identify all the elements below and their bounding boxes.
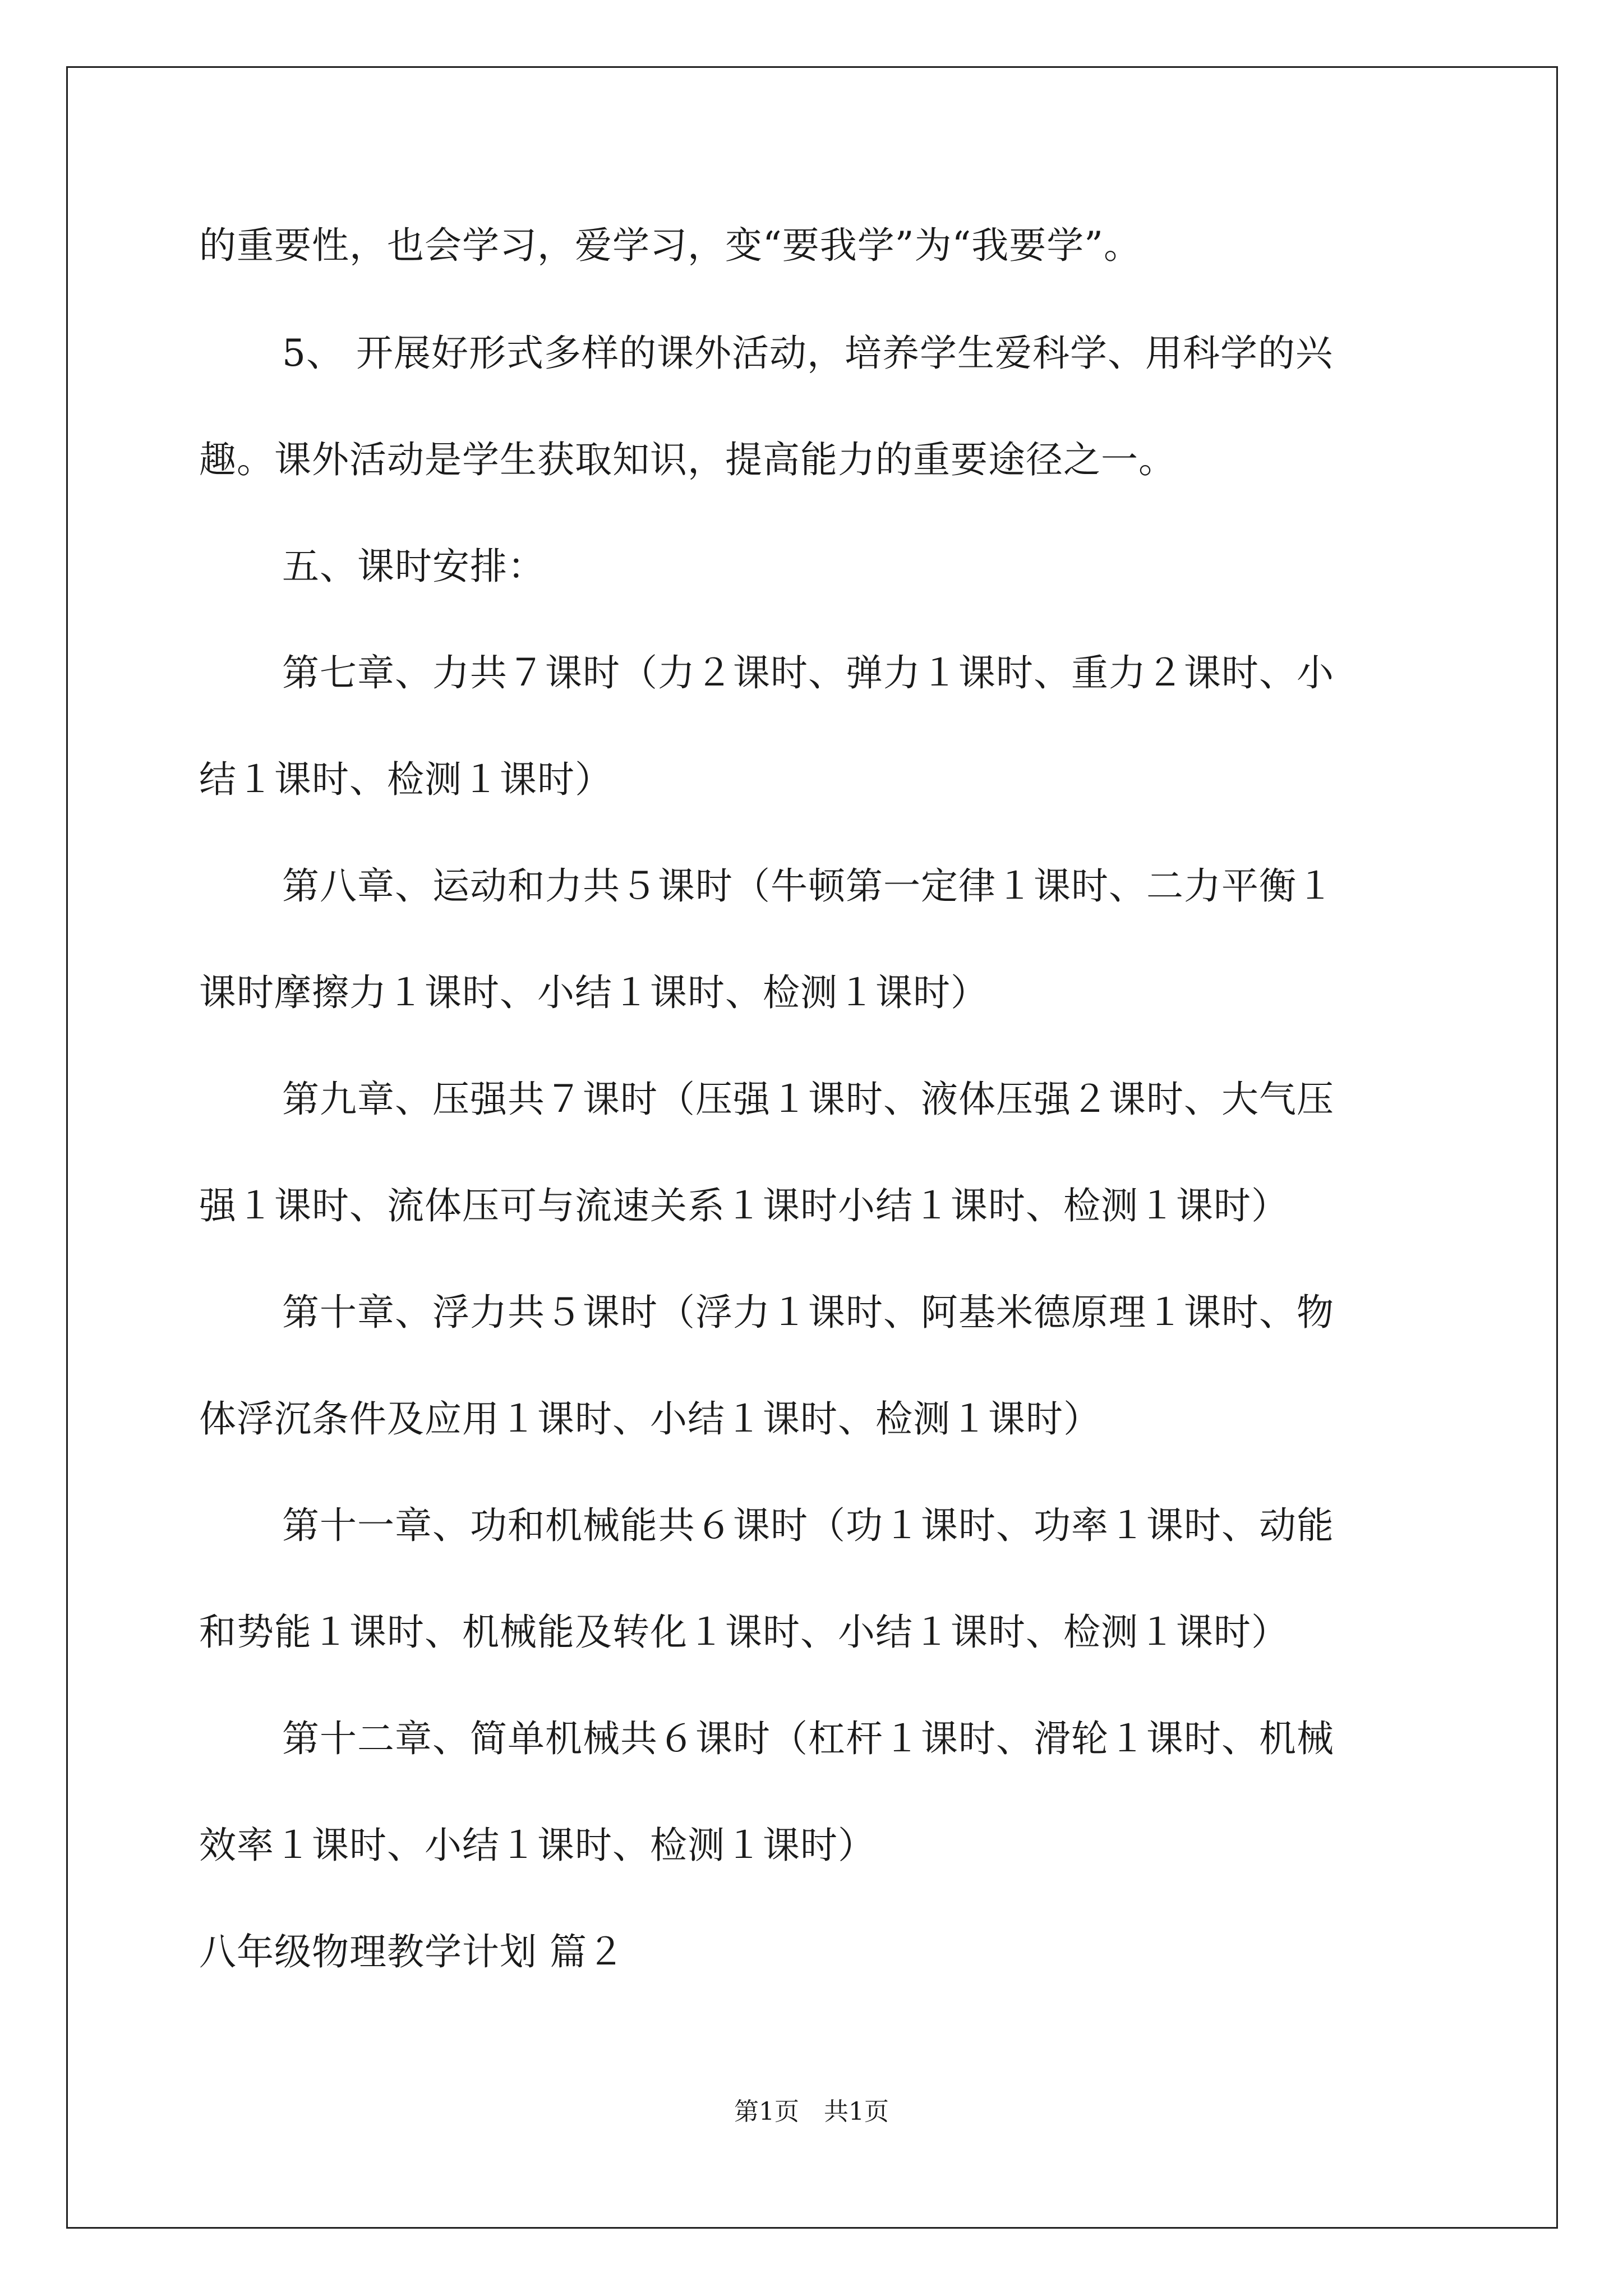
text-line: 课时摩擦力１课时、小结１课时、检测１课时） xyxy=(199,971,988,1014)
text-line: 第十二章、简单机械共６课时（杠杆１课时、滑轮１课时、机械 xyxy=(282,1717,1334,1760)
text-line: 第七章、力共７课时（力２课时、弹力１课时、重力２课时、小 xyxy=(282,651,1334,694)
document-title: 八年级物理教学计划 篇２ xyxy=(199,1930,625,1973)
text-line: 第九章、压强共７课时（压强１课时、液体压强２课时、大气压 xyxy=(282,1078,1334,1121)
text-line: 第十一章、功和机械能共６课时（功１课时、功率１课时、动能 xyxy=(282,1504,1334,1547)
section-heading: 五、课时安排： xyxy=(282,545,545,588)
text-line: 5、 开展好形式多样的课外活动，培养学生爱科学、用科学的兴 xyxy=(282,332,1333,375)
text-line: 强１课时、流体压可与流速关系１课时小结１课时、检测１课时） xyxy=(199,1184,1289,1227)
text-line: 体浮沉条件及应用１课时、小结１课时、检测１课时） xyxy=(199,1397,1101,1441)
text-line: 和势能１课时、机械能及转化１课时、小结１课时、检测１课时） xyxy=(199,1611,1289,1654)
page-border xyxy=(66,66,1558,2229)
text-line: 的重要性，也会学习，爱学习，变“要我学”为“我要学”。 xyxy=(199,224,1141,267)
text-line: 效率１课时、小结１课时、检测１课时） xyxy=(199,1824,875,1867)
text-line: 趣。课外活动是学生获取知识，提高能力的重要途径之一。 xyxy=(199,438,1176,481)
text-line: 结１课时、检测１课时） xyxy=(199,758,612,801)
text-line: 第八章、运动和力共５课时（牛顿第一定律１课时、二力平衡１ xyxy=(282,864,1334,908)
page-number-footer: 第1页 共1页 xyxy=(734,2097,889,2126)
text-line: 第十章、浮力共５课时（浮力１课时、阿基米德原理１课时、物 xyxy=(282,1291,1334,1334)
